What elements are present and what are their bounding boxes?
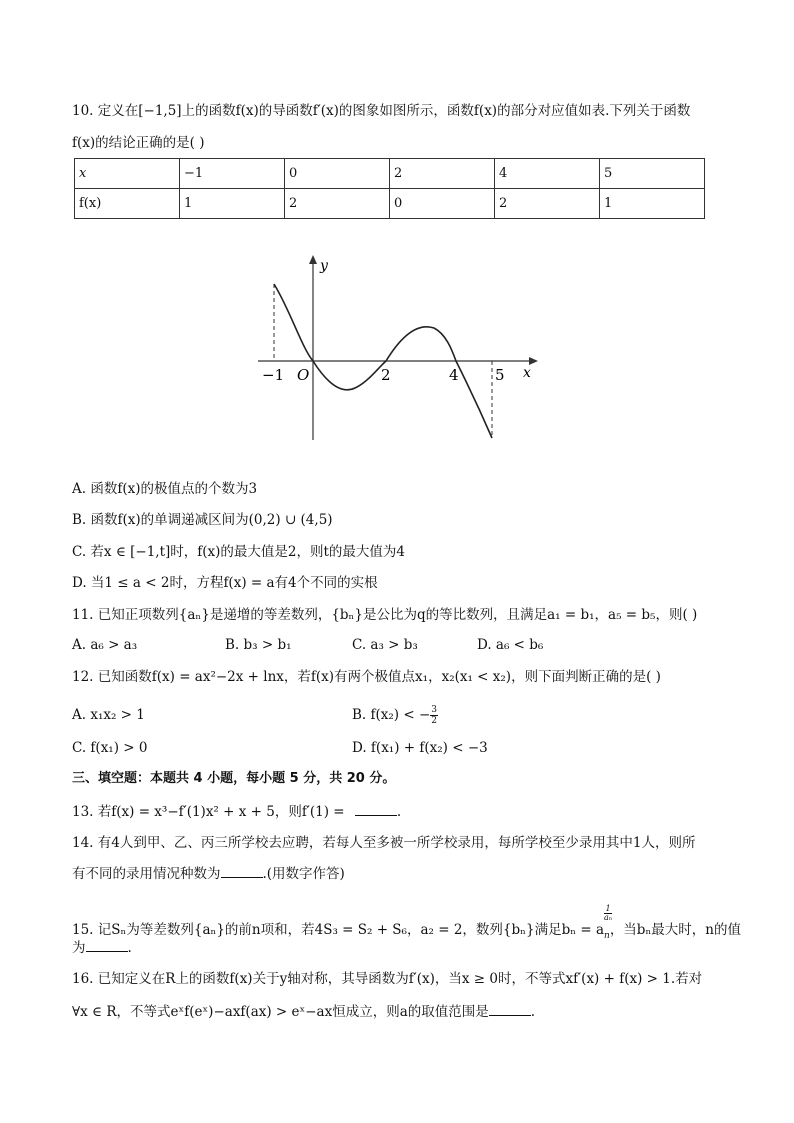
derivative-graph xyxy=(250,250,545,445)
fraction xyxy=(430,705,438,726)
q10-option-a: A. 函数f(x)的极值点的个数为3 xyxy=(72,481,258,497)
q12-option-d: D. f(x₁) + f(x₂) < −3 xyxy=(352,740,488,756)
table-cell: 2 xyxy=(495,189,600,219)
table-cell: 1 xyxy=(180,189,285,219)
q10-stem-line1: 10. 定义在[−1,5]上的函数f(x)的导函数f′(x)的图象如图所示，函数f(x)的部分对应值如表.下列关于函数 xyxy=(72,103,691,119)
y-axis-label: y xyxy=(320,258,328,274)
q10-option-d: D. 当1 ≤ a < 2时，方程f(x) = a有4个不同的实根 xyxy=(72,575,378,591)
q10-stem-line2: f(x)的结论正确的是( ) xyxy=(72,135,205,151)
q11-option-b: B. b₃ > b₁ xyxy=(225,637,292,653)
q16-stem-line2 xyxy=(72,1001,535,1022)
q12-options-row1 xyxy=(72,705,712,729)
q10-option-c: C. 若x ∈ [−1,t]时，f(x)的最大值是2，则t的最大值为4 xyxy=(72,544,406,560)
tick-label: 5 xyxy=(495,366,505,384)
answer-blank[interactable] xyxy=(489,1001,531,1016)
tick-label: −1 xyxy=(262,366,285,384)
subscript: n xyxy=(604,931,610,941)
table-cell: f(x) xyxy=(75,189,180,219)
q12-option-b xyxy=(352,705,438,726)
q14-stem-line1: 14. 有4人到甲、乙、丙三所学校去应聘，若每人至多被一所学校录用，每所学校至少录用其中1人，则所 xyxy=(72,835,696,851)
q10-option-b: B. 函数f(x)的单调递减区间为(0,2) ∪ (4,5) xyxy=(72,512,333,528)
fraction-denominator: 2 xyxy=(431,716,437,726)
q11-option-d: D. a₆ < b₆ xyxy=(477,637,544,653)
table-cell: 2 xyxy=(285,189,390,219)
q12-option-a: A. x₁x₂ > 1 xyxy=(72,707,145,723)
tick-label: 4 xyxy=(449,366,459,384)
q16-stem-line1: 16. 已知定义在R上的函数f(x)关于y轴对称，其导函数为f′(x)，当x ≥ 0时，不等式xf′(x) + f(x) > 1.若对 xyxy=(72,971,703,987)
q13-end: . xyxy=(396,804,402,820)
table-cell: 1 xyxy=(600,189,705,219)
q14-stem-line2 xyxy=(72,863,345,884)
q12-option-b-text: B. f(x₂) < − xyxy=(352,707,431,723)
q14-text: 有不同的录用情况种数为 xyxy=(72,866,221,882)
exponent xyxy=(604,905,612,922)
q15-stem-line1 xyxy=(72,905,741,946)
q12-option-c: C. f(x₁) > 0 xyxy=(72,740,148,756)
table-cell: 5 xyxy=(600,159,705,189)
answer-blank[interactable] xyxy=(355,801,397,816)
q15-line2-suffix: . xyxy=(127,940,132,956)
q15-suffix: ，当bₙ最大时，n的值 xyxy=(609,922,741,938)
table-cell: x xyxy=(75,159,180,189)
q13-stem xyxy=(72,801,401,822)
q13-text: 13. 若f(x) = x³−f′(1)x² + x + 5，则f′(1) = xyxy=(72,804,345,820)
q11-options xyxy=(72,635,712,655)
exponent-denominator: aₙ xyxy=(604,913,613,922)
q11-option-a: A. a₆ > a₃ xyxy=(72,637,138,653)
table-row xyxy=(75,189,705,219)
q14-suffix: .(用数字作答) xyxy=(262,866,345,882)
q15-text: 15. 记Sₙ为等差数列{aₙ}的前n项和，若4S₃ = S₂ + S₆，a₂ = 2，数列{bₙ}满足bₙ = a xyxy=(72,922,604,938)
table-cell: 2 xyxy=(390,159,495,189)
table-cell: 0 xyxy=(390,189,495,219)
answer-blank[interactable] xyxy=(86,937,128,952)
q12-stem: 12. 已知函数f(x) = ax²−2x + lnx，若f(x)有两个极值点x₁，x₂(x₁ < x₂)，则下面判断正确的是( ) xyxy=(72,669,661,685)
x-axis-arrow-icon xyxy=(529,357,538,365)
value-table xyxy=(74,158,705,219)
q11-option-c: C. a₃ > b₃ xyxy=(352,637,418,653)
q15-line2-text: 为 xyxy=(72,940,86,956)
q11-stem: 11. 已知正项数列{aₙ}是递增的等差数列，{bₙ}是公比为q的等比数列，且满足a₁ = b₁，a₅ = b₅，则( ) xyxy=(72,607,698,623)
table-cell: −1 xyxy=(180,159,285,189)
q15-stem-line2 xyxy=(72,937,132,958)
table-row xyxy=(75,159,705,189)
table-cell: 0 xyxy=(285,159,390,189)
exponent-numerator: 1 xyxy=(605,904,611,913)
q12-options-row2 xyxy=(72,738,712,758)
fraction-numerator: 3 xyxy=(431,705,437,715)
answer-blank[interactable] xyxy=(221,863,263,878)
x-axis-label: x xyxy=(523,365,531,381)
section-heading: 三、填空题：本题共 4 小题，每小题 5 分，共 20 分。 xyxy=(72,771,396,786)
tick-label: 2 xyxy=(381,366,391,384)
table-cell: 4 xyxy=(495,159,600,189)
q16-suffix: . xyxy=(530,1004,536,1020)
origin-label: O xyxy=(297,366,310,384)
q16-text: ∀x ∈ R，不等式eˣf(eˣ)−axf(ax) > eˣ−ax恒成立，则a的取值范围是 xyxy=(72,1004,489,1020)
y-axis-arrow-icon xyxy=(309,255,317,264)
